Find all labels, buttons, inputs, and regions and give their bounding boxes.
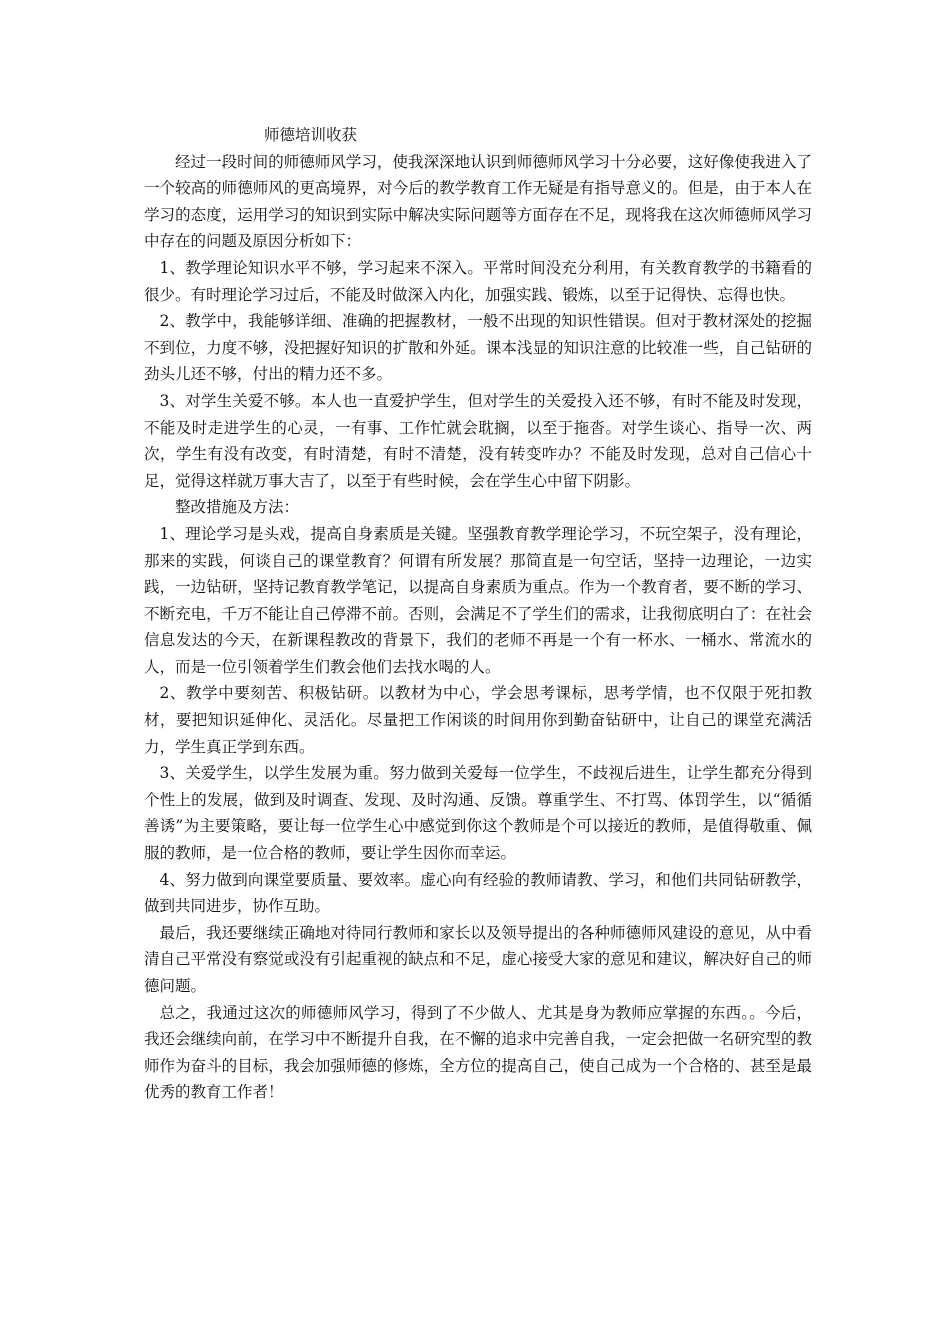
paragraph-measure-1: 1、理论学习是头戏，提高自身素质是关键。坚强教育教学理论学习，不玩空架子，没有理论，那来的实践，何谈自己的课堂教育？何谓有所发展？那简直是一句空话，坚持一边理论，一边实践，一边钻研，坚持记教育教学笔记，以提高自身素质为重点。作为一个教育者，要不断的学习、不断充电，千万不能让自己停滞不前。否则，会满足不了学生们的需求，让我彻底明白了：在社会信息发达的今天，在新课程教改的背景下，我们的老师不再是一个有一杯水、一桶水、常流水的人，而是一位引领着学生们教会他们去找水喝的人。	[144, 524, 812, 676]
paragraph-problem-2: 2、教学中，我能够详细、准确的把握教材，一般不出现的知识性错误。但对于教材深处的挖掘不到位，力度不够，没把握好知识的扩散和外延。课本浅显的知识注意的比较准一些，自己钻研的劲头儿还不够，付出的精力还不多。	[144, 312, 812, 384]
section-heading-measures: 整改措施及方法：	[175, 498, 300, 517]
paragraph-measure-4: 4、努力做到向课堂要质量、要效率。虚心向有经验的教师请教、学习，和他们共同钻研教学，做到共同进步，协作互助。	[144, 870, 812, 916]
paragraph-problem-1: 1、教学理论知识水平不够，学习起来不深入。平常时间没充分利用，有关教育教学的书籍看的很少。有时理论学习过后，不能及时做深入内化，加强实践、锻炼，以至于记得快、忘得也快。	[144, 258, 812, 304]
paragraph-measure-2: 2、教学中要刻苦、积极钻研。以教材为中心，学会思考课标，思考学情，也不仅限于死扣教材，要把知识延伸化、灵活化。尽量把工作闲谈的时间用你到勤奋钻研中，让自己的课堂充满活力，学生真正学到东西。	[144, 684, 812, 756]
paragraph-conclusion: 总之，我通过这次的师德师风学习，得到了不少做人、尤其是身为教师应掌握的东西。。今后，我还会继续向前，在学习中不断提升自我，在不懈的追求中完善自我，一定会把做一名研究型的教师作为奋斗的目标，我会加强师德的修炼，全方位的提高自己，使自己成为一个合格的、甚至是最优秀的教育工作者！	[144, 1003, 812, 1102]
paragraph-finally: 最后，我还要继续正确地对待同行教师和家长以及领导提出的各种师德师风建设的意见，从中看清自己平常没有察觉或没有引起重视的缺点和不足，虚心接受大家的意见和建议，解决好自己的师德问题。	[144, 923, 812, 995]
paragraph-problem-3: 3、对学生关爱不够。本人也一直爱护学生，但对学生的关爱投入还不够，有时不能及时发现，不能及时走进学生的心灵，一有事、工作忙就会耽搁，以至于拖沓。对学生谈心、指导一次、两次，学生有没有改变，有时清楚，有时不清楚，没有转变咋办？不能及时发现，总对自己信心十足，觉得这样就万事大吉了，以至于有些时候，会在学生心中留下阴影。	[144, 391, 812, 490]
document-title: 师德培训收获	[264, 126, 358, 144]
paragraph-measure-3: 3、关爱学生，以学生发展为重。努力做到关爱每一位学生，不歧视后进生，让学生都充分得到个性上的发展，做到及时调查、发现、及时沟通、反馈。尊重学生、不打骂、体罚学生，以“循循善诱”为主要策略，要让每一位学生心中感觉到你这个教师是个可以接近的教师，是值得敬重、佩服的教师，是一位合格的教师，要让学生因你而幸运。	[144, 764, 812, 863]
paragraph-intro: 经过一段时间的师德师风学习，使我深深地认识到师德师风学习十分必要，这好像使我进入了一个较高的师德师风的更高境界，对今后的教学教育工作无疑是有指导意义的。但是，由于本人在学习的态度，运用学习的知识到实际中解决实际问题等方面存在不足，现将我在这次师德师风学习中存在的问题及原因分析如下：	[144, 152, 812, 251]
document-page	[144, 122, 812, 1106]
